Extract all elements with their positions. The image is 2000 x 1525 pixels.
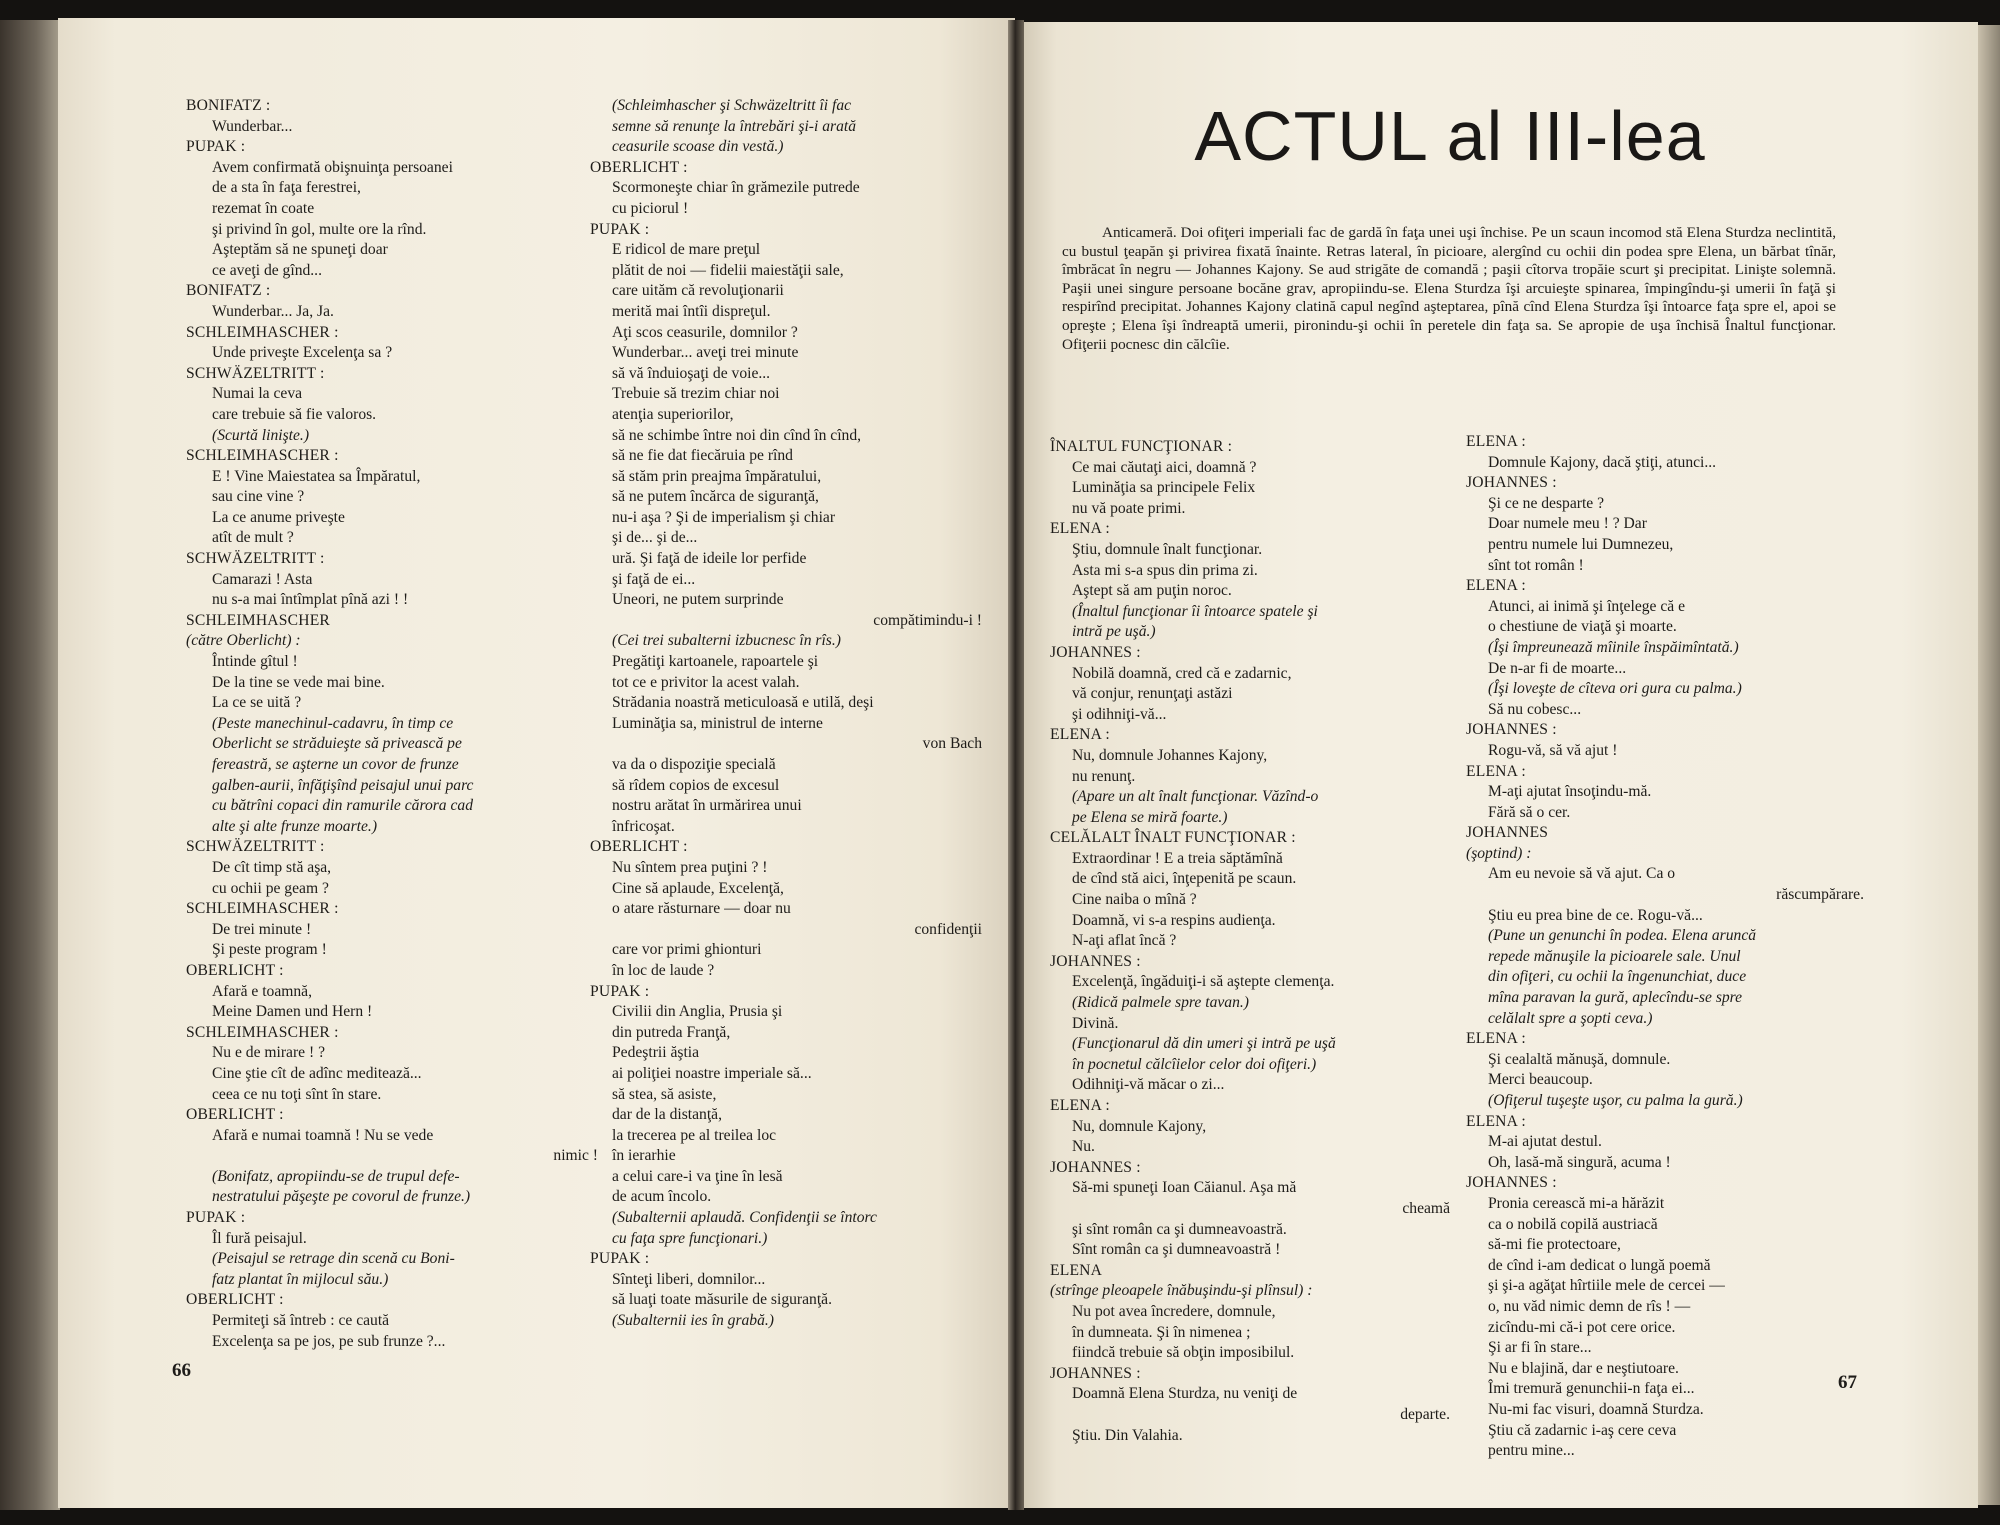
speaker-name: OBERLICHT : <box>590 838 688 856</box>
dialogue-line: cu ochii pe geam ? <box>212 879 329 897</box>
dialogue-line: compătimindu-i ! <box>873 611 982 629</box>
dialogue-line: Odihniţi-vă măcar o zi... <box>1072 1076 1225 1094</box>
dialogue-line: Cine naiba o mînă ? <box>1072 891 1197 909</box>
dialogue-line: şi faţă de ei... <box>612 570 696 588</box>
stage-direction-line: (Subalternii aplaudă. Confidenţii se întorc <box>612 1209 877 1227</box>
dialogue-line: Sînteţi liberi, domnilor... <box>612 1270 766 1288</box>
dialogue-line: merită mai întîi dispreţul. <box>612 302 771 320</box>
speaker-name: OBERLICHT : <box>186 1291 284 1309</box>
stage-direction-line: intră pe uşă.) <box>1072 623 1156 641</box>
dialogue-line: Doamnă, vi s-a respins audienţa. <box>1072 911 1276 929</box>
stage-direction-line: alte şi alte frunze moarte.) <box>212 817 378 835</box>
dialogue-line: Civilii din Anglia, Prusia şi <box>612 1003 783 1021</box>
stage-direction-line: galben-aurii, înfăţişînd peisajul unui parc <box>212 776 474 794</box>
speaker-name: OBERLICHT : <box>590 158 688 176</box>
dialogue-line: nu-i aşa ? Şi de imperialism şi chiar <box>612 508 836 526</box>
dialogue-line: Wunderbar... Ja, Ja. <box>212 302 334 320</box>
dialogue-line: sau cine vine ? <box>212 488 305 506</box>
dialogue-line: nostru arătat în urmărirea unui <box>612 797 802 815</box>
speaker-name: ELENA : <box>1466 577 1526 595</box>
stage-direction-line: (către Oberlicht) : <box>186 632 301 650</box>
dialogue-line: Nu sîntem prea puţini ? ! <box>612 858 768 876</box>
speaker-name: JOHANNES : <box>1050 952 1141 970</box>
dialogue-line: Asta mi s-a spus din prima zi. <box>1072 561 1258 579</box>
speaker-name: ELENA : <box>1466 1112 1526 1130</box>
dialogue-line: plătit de noi — fidelii maiestăţii sale, <box>612 261 844 279</box>
dialogue-line: Nu-mi fac visuri, doamnă Sturdza. <box>1488 1400 1704 1418</box>
dialogue-line: Avem confirmată obişnuinţa persoanei <box>212 158 453 176</box>
dialogue-line: să luaţi toate măsurile de siguranţă. <box>612 1291 832 1309</box>
stage-direction-line: din ofiţeri, cu ochii la îngenunchiat, duce <box>1488 968 1747 986</box>
dialogue-line: nimic ! <box>553 1147 598 1165</box>
dialogue-line: nu vă poate primi. <box>1072 499 1186 517</box>
stage-direction-line: repede mănuşile la picioarele sale. Unul <box>1488 947 1741 965</box>
speaker-name: PUPAK : <box>590 220 650 238</box>
dialogue-line: pentru numele lui Dumnezeu, <box>1488 535 1674 553</box>
dialogue-line: care vor primi ghionturi <box>612 941 762 959</box>
dialogue-line: Cine să aplaude, Excelenţă, <box>612 879 784 897</box>
speaker-name: ELENA : <box>1466 1030 1526 1048</box>
dialogue-line: să vă înduioşaţi de voie... <box>612 364 771 382</box>
stage-direction-line: (Bonifatz, apropiindu-se de trupul defe- <box>212 1167 460 1185</box>
speaker-name: ÎNALTUL FUNCŢIONAR : <box>1050 438 1233 455</box>
stage-direction-line: cu bătrîni copaci din ramurile cărora cad <box>212 797 474 815</box>
speaker-name: SCHLEIMHASCHER : <box>186 447 339 465</box>
stage-direction-line: fereastră, se aşterne un covor de frunze <box>212 756 459 773</box>
speaker-name: CELĂLALT ÎNALT FUNCŢIONAR : <box>1050 829 1296 847</box>
stage-direction-line: (Subalternii ies în grabă.) <box>612 1312 774 1330</box>
dialogue-line: Ştiu, domnule înalt funcţionar. <box>1072 540 1263 558</box>
stage-direction-line: cu faţa spre funcţionari.) <box>612 1229 768 1247</box>
speaker-name: ELENA : <box>1466 762 1526 780</box>
speaker-name: SCHWÄZELTRITT : <box>186 550 325 568</box>
dialogue-line: înfricoşat. <box>612 817 675 835</box>
stage-direction-line: (Scurtă linişte.) <box>212 426 310 444</box>
dialogue-line: atenţia superiorilor, <box>612 405 734 423</box>
dialogue-line: va da o dispoziţie specială <box>612 756 776 773</box>
dialogue-line: Să nu cobesc... <box>1488 700 1582 718</box>
dialogue-line: Aşteptăm să ne spuneţi doar <box>212 241 388 259</box>
stage-direction-line: fatz plantat în mijlocul său.) <box>212 1270 389 1288</box>
speaker-name: PUPAK : <box>590 982 650 1000</box>
speaker-name: OBERLICHT : <box>186 961 284 979</box>
right-page-column-2 <box>1466 432 1864 1462</box>
dialogue-line: Îl fură peisajul. <box>212 1229 307 1247</box>
stage-direction-line: semne să renunţe la întrebări şi-i arată <box>612 117 856 135</box>
dialogue-line: Luminăţia sa, ministrul de interne <box>612 714 823 732</box>
dialogue-line: Excelenţă, îngăduiţi-i să aştepte clemenţa. <box>1072 973 1335 991</box>
dialogue-line: Extraordinar ! E a treia săptămînă <box>1072 849 1283 867</box>
dialogue-line: Am eu nevoie să vă ajut. Ca o <box>1488 865 1676 883</box>
speaker-name: SCHLEIMHASCHER : <box>186 900 339 918</box>
dialogue-line: La ce anume priveşte <box>212 508 345 526</box>
dialogue-line: să-mi fie protectoare, <box>1488 1236 1621 1254</box>
stage-direction-line: nestratului păşeşte pe covorul de frunze.) <box>212 1188 471 1206</box>
stage-direction-line: (strînge pleoapele înăbuşindu-şi plînsul) : <box>1050 1282 1313 1300</box>
dialogue-line: Trebuie să trezim chiar noi <box>612 385 780 403</box>
speaker-name: SCHWÄZELTRITT : <box>186 364 325 382</box>
dialogue-line: să ne fie dat fiecăruia pe rînd <box>612 447 793 465</box>
dialogue-line: Nu. <box>1072 1138 1095 1156</box>
speaker-name: ELENA <box>1050 1261 1103 1279</box>
stage-direction-line: (Peste manechinul-cadavru, în timp ce <box>212 714 454 732</box>
dialogue-line: de a sta în faţa ferestrei, <box>212 179 361 197</box>
dialogue-line: Cine ştie cît de adînc meditează... <box>212 1064 422 1082</box>
dialogue-line: a celui care-i va ţine în lesă <box>612 1167 783 1185</box>
dialogue-line: Pregătiţi kartoanele, rapoartele şi <box>612 653 819 671</box>
left-page-column-1 <box>186 96 598 1352</box>
dialogue-line: ca o nobilă copilă austriacă <box>1488 1215 1658 1233</box>
dialogue-line: confidenţii <box>914 920 982 938</box>
speaker-name: JOHANNES : <box>1466 474 1557 492</box>
dialogue-line: Îmi tremură genunchii-n faţa ei... <box>1488 1380 1695 1398</box>
dialogue-line: Nobilă doamnă, cred că e zadarnic, <box>1072 664 1292 682</box>
stage-direction-line: (Îşi loveşte de cîteva ori gura cu palma.) <box>1488 680 1742 698</box>
dialogue-line: Ştiu că zadarnic i-aş cere ceva <box>1488 1421 1677 1439</box>
dialogue-line: E ! Vine Maiestatea sa Împăratul, <box>212 467 421 485</box>
dialogue-line: fiindcă trebuie să obţin imposibilul. <box>1072 1344 1295 1362</box>
dialogue-line: Oh, lasă-mă singură, acuma ! <box>1488 1153 1671 1171</box>
dialogue-line: cu piciorul ! <box>612 199 689 217</box>
dialogue-line: să stea, să asiste, <box>612 1085 717 1103</box>
dialogue-line: Şi ce ne desparte ? <box>1488 494 1605 512</box>
dialogue-line: M-aţi ajutat însoţindu-mă. <box>1488 783 1652 801</box>
dialogue-line: în ierarhie <box>612 1147 676 1165</box>
speaker-name: ELENA : <box>1050 1097 1110 1114</box>
book-cover-left <box>0 20 60 1510</box>
dialogue-line: Pedeştrii ăştia <box>612 1044 700 1062</box>
speaker-name: SCHLEIMHASCHER : <box>186 1023 339 1041</box>
dialogue-line: Şi cealaltă mănuşă, domnule. <box>1488 1050 1671 1068</box>
dialogue-line: şi şi-a agăţat hîrtiile mele de cercei — <box>1488 1277 1725 1295</box>
dialogue-line: ură. Şi faţă de ideile lor perfide <box>612 550 807 568</box>
dialogue-line: Doamnă Elena Sturdza, nu veniţi de <box>1072 1385 1298 1403</box>
stage-direction-line: ceasurile scoase din vestă.) <box>612 138 784 156</box>
stage-direction-line: (Înaltul funcţionar îi întoarce spatele şi <box>1072 602 1318 620</box>
dialogue-line: vă conjur, renunţaţi astăzi <box>1072 685 1233 703</box>
dialogue-line: cheamă <box>1402 1199 1450 1217</box>
speaker-name: OBERLICHT : <box>186 1106 284 1124</box>
dialogue-line: Nu pot avea încredere, domnule, <box>1072 1302 1276 1320</box>
dialogue-line: de cînd stă aici, înţepenită pe scaun. <box>1072 870 1297 888</box>
dialogue-line: să ne putem încărca de siguranţă, <box>612 488 819 506</box>
stage-direction-line: pe Elena se miră foarte.) <box>1072 808 1228 826</box>
dialogue-line: şi odihniţi-vă... <box>1072 705 1167 723</box>
dialogue-line: Numai la ceva <box>212 385 303 403</box>
stage-direction-line: celălalt spre a şopti ceva.) <box>1488 1009 1653 1027</box>
dialogue-line: Uneori, ne putem surprinde <box>612 591 784 609</box>
speaker-name: SCHLEIMHASCHER <box>186 611 331 629</box>
right-page-column-1 <box>1050 437 1450 1446</box>
dialogue-line: Merci beaucoup. <box>1488 1071 1593 1089</box>
speaker-name: JOHANNES : <box>1050 643 1141 661</box>
stage-directions-intro: Anticameră. Doi ofiţeri imperiali fac de gardă în faţa unei uşi închise. Pe un scaun incomod stă Elena Sturdza neclintită, cu bustul ţeapăn şi privirea fixată înainte. Retras lateral, în picioare, alergînd cu ochii din podea spre Elena, un bărbat tînăr, îmbrăcat în negru — Johannes Kajony. Se aud strigăte de comandă ; paşii cîtorva tropăie scurt şi precipitat. Linişte solemnă. Paşii unei singure persoane bocăne grav, apropiindu-se. Elena Sturdza îşi arcuieşte spinarea, împingîndu-şi umerii în faţă şi respirînd precipitat. Johannes Kajony clatină capul negînd aşteptarea, pînă cînd Elena Sturdza îşi întoarce faţa spre el, apoi se opreşte ; Elena îşi îndreaptă umerii, pironindu-şi ochii în peretele din faţa sa. Se apropie de uşa închisă Înaltul funcţionar. Ofiţerii pocnesc din călcîie. <box>1062 224 1836 353</box>
dialogue-line: în loc de laude ? <box>612 961 715 979</box>
dialogue-line: ai poliţiei noastre imperiale să... <box>612 1064 812 1082</box>
dialogue-line: Unde priveşte Excelenţa sa ? <box>212 344 393 362</box>
stage-direction-line: în pocnetul călcîielor celor doi ofiţeri.) <box>1072 1055 1317 1073</box>
page-number-left: 66 <box>172 1360 191 1381</box>
dialogue-line: Şi ar fi în stare... <box>1488 1339 1592 1357</box>
dialogue-line: Ştiu. Din Valahia. <box>1072 1426 1183 1444</box>
stage-direction-line: (Pune un genunchi în podea. Elena aruncă <box>1488 927 1757 945</box>
dialogue-line: Rogu-vă, să vă ajut ! <box>1488 741 1618 759</box>
stage-direction-line: (Peisajul se retrage din scenă cu Boni- <box>212 1250 455 1268</box>
speaker-name: JOHANNES : <box>1050 1158 1141 1176</box>
act-title: ACTUL al III-lea <box>1194 97 1706 175</box>
dialogue-line: Strădania noastră meticuloasă e utilă, deşi <box>612 694 874 712</box>
dialogue-line: Aştept să am puţin noroc. <box>1072 582 1232 600</box>
dialogue-line: von Bach <box>922 735 982 753</box>
stage-direction-line: (Apare un alt înalt funcţionar. Văzînd-o <box>1072 788 1319 806</box>
dialogue-line: La ce se uită ? <box>212 694 302 712</box>
dialogue-line: zicîndu-mi că-i pot cere orice. <box>1488 1318 1676 1336</box>
dialogue-line: Camarazi ! Asta <box>212 570 313 588</box>
dialogue-line: să ne schimbe între noi din cînd în cînd, <box>612 426 862 444</box>
dialogue-line: N-aţi aflat încă ? <box>1072 932 1177 950</box>
speaker-name: JOHANNES : <box>1466 1174 1557 1192</box>
book-cover-right <box>1978 25 2000 1505</box>
dialogue-line: De cît timp stă aşa, <box>212 858 332 876</box>
dialogue-line: Să-mi spuneţi Ioan Căianul. Aşa mă <box>1072 1179 1297 1197</box>
dialogue-line: Nu e blajină, dar e neştiutoare. <box>1488 1359 1679 1377</box>
dialogue-line: şi privind în gol, multe ore la rînd. <box>212 220 427 238</box>
dialogue-line: de cînd i-am dedicat o lungă poemă <box>1488 1256 1711 1274</box>
dialogue-line: şi de... şi de... <box>612 529 698 547</box>
dialogue-line: Şi peste program ! <box>212 941 327 959</box>
dialogue-line: Nu, domnule Johannes Kajony, <box>1072 746 1268 764</box>
dialogue-line: Aţi scos ceasurile, domnilor ? <box>612 323 798 341</box>
stage-direction-line: (Schleimhascher şi Schwäzeltritt îi fac <box>612 97 852 114</box>
dialogue-line: de acum încolo. <box>612 1188 712 1206</box>
dialogue-line: Wunderbar... aveţi trei minute <box>612 344 799 362</box>
stage-direction-line: mîna paravan la gură, aplecîndu-se spre <box>1488 989 1743 1007</box>
dialogue-line: în dumneata. Şi în nimenea ; <box>1072 1323 1251 1341</box>
dialogue-line: Afară e toamnă, <box>212 982 313 1000</box>
dialogue-line: Întinde gîtul ! <box>212 653 298 671</box>
dialogue-line: Nu e de mirare ! ? <box>212 1044 325 1062</box>
speaker-name: JOHANNES : <box>1466 721 1557 739</box>
speaker-name: BONIFATZ : <box>186 97 271 114</box>
dialogue-line: care uităm că revoluţionarii <box>612 282 784 300</box>
dialogue-line: Wunderbar... <box>212 117 293 135</box>
dialogue-line: la trecerea pe al treilea loc <box>612 1126 777 1144</box>
page-number-right: 67 <box>1838 1372 1857 1393</box>
dialogue-line: să rîdem copios de excesul <box>612 776 780 794</box>
dialogue-line: E ridicol de mare preţul <box>612 241 761 259</box>
stage-direction-line: (Ridică palmele spre tavan.) <box>1072 994 1249 1012</box>
dialogue-line: De trei minute ! <box>212 920 312 938</box>
dialogue-line: pentru mine... <box>1488 1442 1575 1460</box>
dialogue-line: Ştiu eu prea bine de ce. Rogu-vă... <box>1488 906 1703 924</box>
speaker-name: JOHANNES : <box>1050 1364 1141 1382</box>
dialogue-line: De n-ar fi de moarte... <box>1488 659 1627 677</box>
dialogue-line: Nu, domnule Kajony, <box>1072 1117 1207 1135</box>
speaker-name: BONIFATZ : <box>186 282 271 300</box>
stage-direction-line: (Cei trei subalterni izbucnesc în rîs.) <box>612 632 841 650</box>
dialogue-line: Doar numele meu ! ? Dar <box>1488 515 1647 533</box>
dialogue-line: Sînt român ca şi dumneavoastră ! <box>1072 1241 1281 1259</box>
dialogue-line: Afară e numai toamnă ! Nu se vede <box>212 1126 434 1144</box>
stage-direction-line: Oberlicht se străduieşte să privească pe <box>212 735 462 753</box>
speaker-name: SCHLEIMHASCHER : <box>186 323 339 341</box>
dialogue-line: Pronia cerească mi-a hărăzit <box>1488 1194 1665 1212</box>
book-gutter <box>1008 20 1024 1510</box>
stage-direction-line: (Ofiţerul tuşeşte uşor, cu palma la gură.) <box>1488 1092 1743 1109</box>
speaker-name: ELENA : <box>1050 520 1110 538</box>
dialogue-line: Atunci, ai inimă şi înţelege că e <box>1488 597 1686 615</box>
dialogue-line: care trebuie să fie valoros. <box>212 405 377 423</box>
dialogue-line: Excelenţa sa pe jos, pe sub frunze ?... <box>212 1332 446 1350</box>
dialogue-line: Divină. <box>1072 1014 1119 1032</box>
dialogue-line: ce aveţi de gînd... <box>212 261 322 279</box>
dialogue-line: nu renunţ. <box>1072 767 1136 785</box>
dialogue-line: tot ce e privitor la acest valah. <box>612 673 800 691</box>
speaker-name: PUPAK : <box>186 1209 246 1227</box>
dialogue-line: ceea ce nu toţi sînt în stare. <box>212 1085 382 1103</box>
dialogue-line: Fără să o cer. <box>1488 803 1571 821</box>
left-page-column-2 <box>590 96 982 1332</box>
dialogue-line: atît de mult ? <box>212 529 294 547</box>
dialogue-line: şi sînt român ca şi dumneavoastră. <box>1072 1220 1287 1238</box>
stage-direction-line: (şoptind) : <box>1466 844 1532 862</box>
dialogue-line: rezemat în coate <box>212 199 315 217</box>
dialogue-line: departe. <box>1400 1405 1450 1423</box>
speaker-name: SCHWÄZELTRITT : <box>186 838 325 856</box>
dialogue-line: o atare răsturnare — doar nu <box>612 900 791 918</box>
dialogue-line: Ce mai căutaţi aici, doamnă ? <box>1072 458 1257 476</box>
dialogue-line: o, nu văd nimic demn de rîs ! — <box>1488 1297 1691 1315</box>
speaker-name: PUPAK : <box>186 138 246 156</box>
dialogue-line: nu s-a mai întîmplat pînă azi ! ! <box>212 591 409 609</box>
dialogue-line: M-ai ajutat destul. <box>1488 1133 1602 1151</box>
dialogue-line: Permiteţi să întreb : ce caută <box>212 1312 390 1330</box>
dialogue-line: Meine Damen und Hern ! <box>212 1003 373 1021</box>
dialogue-line: sînt tot român ! <box>1488 556 1584 574</box>
dialogue-line: să stăm prin preajma împăratului, <box>612 467 822 485</box>
speaker-name: ELENA : <box>1050 726 1110 744</box>
stage-direction-line: (Îşi împreunează mîinile înspăimîntată.) <box>1488 638 1739 656</box>
dialogue-line: din putreda Franţă, <box>612 1023 731 1041</box>
speaker-name: PUPAK : <box>590 1250 650 1268</box>
dialogue-line: răscumpărare. <box>1776 886 1864 904</box>
dialogue-line: De la tine se vede mai bine. <box>212 673 385 691</box>
dialogue-line: Luminăţia sa principele Felix <box>1072 479 1256 497</box>
dialogue-line: Domnule Kajony, dacă ştiţi, atunci... <box>1488 453 1717 471</box>
speaker-name: ELENA : <box>1466 433 1526 450</box>
stage-direction-line: (Funcţionarul dă din umeri şi intră pe uşă <box>1072 1035 1336 1053</box>
dialogue-line: o chestiune de viaţă şi moarte. <box>1488 618 1677 636</box>
speaker-name: JOHANNES <box>1466 824 1549 842</box>
dialogue-line: Scormoneşte chiar în grămezile putrede <box>612 179 860 197</box>
dialogue-line: dar de la distanţă, <box>612 1106 722 1124</box>
